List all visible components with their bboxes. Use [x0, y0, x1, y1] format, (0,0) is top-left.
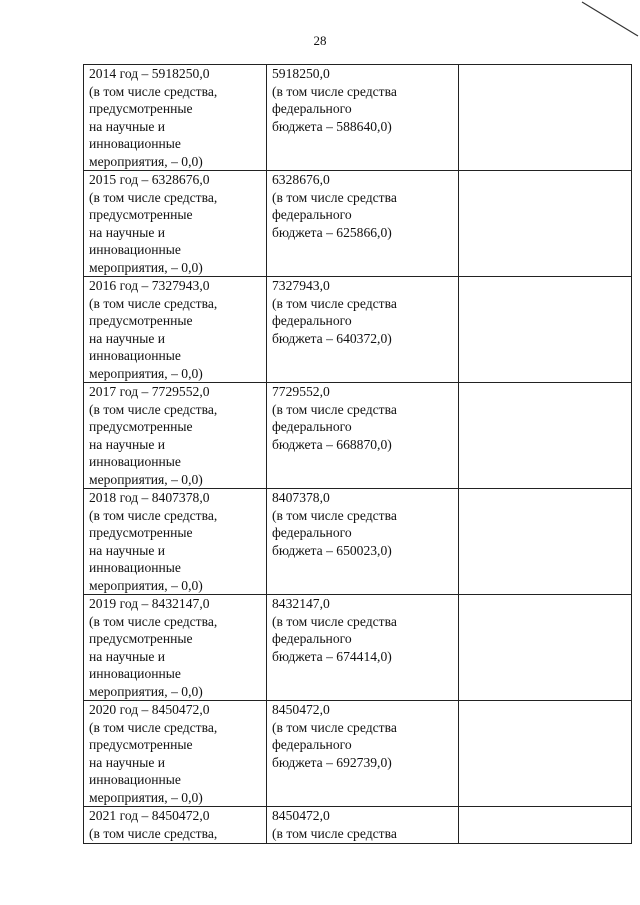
table-row [84, 277, 632, 383]
empty-cell [459, 701, 632, 807]
year-total-cell: 2018 год – 8407378,0 (в том числе средства, предусмотренные на научные и инновационные мероприятия, – 0,0) [84, 489, 267, 595]
empty-cell [459, 277, 632, 383]
funding-table [83, 64, 632, 844]
amount-cell: 8450472,0 (в том числе средства [267, 807, 459, 844]
amount-cell: 8432147,0 (в том числе средства федерального бюджета – 674414,0) [267, 595, 459, 701]
amount-cell: 8450472,0 (в том числе средства федерального бюджета – 692739,0) [267, 701, 459, 807]
amount-cell: 8407378,0 (в том числе средства федерального бюджета – 650023,0) [267, 489, 459, 595]
table-row [84, 489, 632, 595]
amount-cell: 5918250,0 (в том числе средства федерального бюджета – 588640,0) [267, 65, 459, 171]
year-total-cell: 2014 год – 5918250,0 (в том числе средства, предусмотренные на научные и инновационные мероприятия, – 0,0) [84, 65, 267, 171]
year-total-cell: 2015 год – 6328676,0 (в том числе средства, предусмотренные на научные и инновационные мероприятия, – 0,0) [84, 171, 267, 277]
table-row [84, 701, 632, 807]
year-total-cell: 2020 год – 8450472,0 (в том числе средства, предусмотренные на научные и инновационные мероприятия, – 0,0) [84, 701, 267, 807]
year-total-cell: 2021 год – 8450472,0 (в том числе средства, [84, 807, 267, 844]
table-row [84, 383, 632, 489]
empty-cell [459, 65, 632, 171]
empty-cell [459, 489, 632, 595]
page-number: 28 [313, 33, 327, 48]
empty-cell [459, 171, 632, 277]
empty-cell [459, 383, 632, 489]
table-row [84, 807, 632, 844]
table-row [84, 65, 632, 171]
empty-cell [459, 595, 632, 701]
empty-cell [459, 807, 632, 844]
amount-cell: 6328676,0 (в том числе средства федерального бюджета – 625866,0) [267, 171, 459, 277]
year-total-cell: 2019 год – 8432147,0 (в том числе средства, предусмотренные на научные и инновационные мероприятия, – 0,0) [84, 595, 267, 701]
year-total-cell: 2016 год – 7327943,0 (в том числе средства, предусмотренные на научные и инновационные мероприятия, – 0,0) [84, 277, 267, 383]
year-total-cell: 2017 год – 7729552,0 (в том числе средства, предусмотренные на научные и инновационные мероприятия, – 0,0) [84, 383, 267, 489]
amount-cell: 7729552,0 (в том числе средства федерального бюджета – 668870,0) [267, 383, 459, 489]
table-row [84, 171, 632, 277]
amount-cell: 7327943,0 (в том числе средства федерального бюджета – 640372,0) [267, 277, 459, 383]
table-row [84, 595, 632, 701]
